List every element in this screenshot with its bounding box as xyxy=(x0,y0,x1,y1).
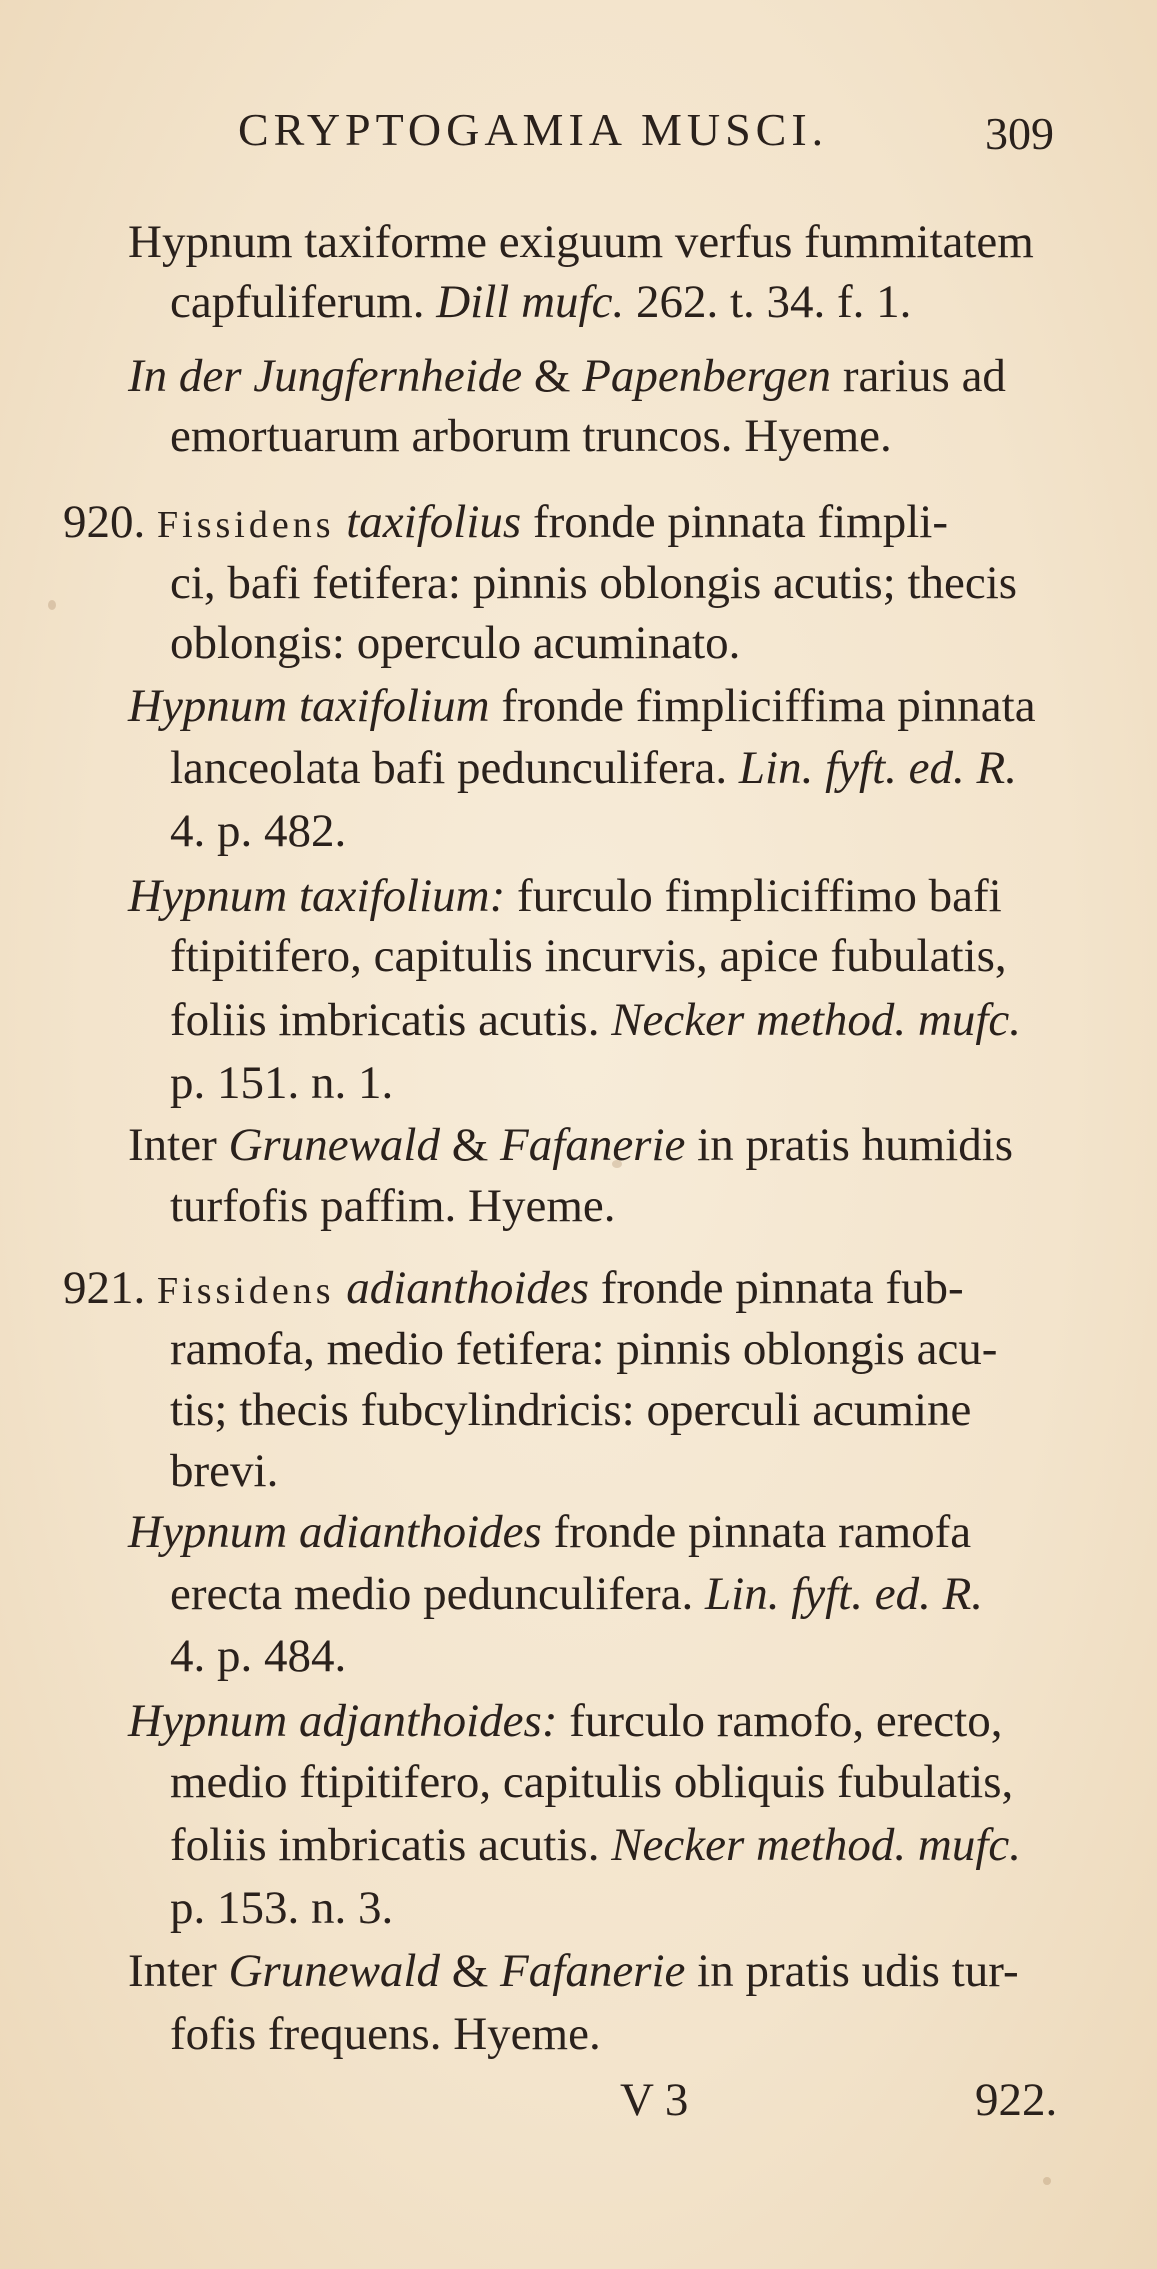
text-segment: furculo fimpliciffimo bafi xyxy=(505,870,1002,922)
text-segment: brevi. xyxy=(170,1445,279,1497)
text-segment: tis; thecis fubcylindricis: operculi acumine xyxy=(170,1384,972,1436)
text-line xyxy=(170,1878,393,1938)
text-line xyxy=(63,1258,964,1321)
text-segment: lanceolata bafi pedunculifera. xyxy=(170,742,739,794)
text-segment: in pratis humidis xyxy=(685,1119,1014,1171)
text-segment: fronde pinnata fub- xyxy=(589,1262,964,1314)
foxing-spot xyxy=(1043,2177,1051,2185)
text-segment: Hypnum adjanthoides: xyxy=(128,1695,558,1747)
text-line xyxy=(128,212,1034,272)
text-segment: medio ftipitifero, capitulis obliquis fubulatis, xyxy=(170,1756,1014,1808)
text-segment: Hypnum adianthoides xyxy=(128,1506,542,1558)
text-line xyxy=(170,1815,1021,1875)
text-segment: furculo ramofo, erecto, xyxy=(557,1695,1003,1747)
text-segment: & xyxy=(439,1945,501,1997)
text-line xyxy=(128,1502,971,1562)
text-line xyxy=(170,1053,393,1113)
text-segment: Inter xyxy=(128,1119,229,1171)
text-segment: 920. xyxy=(63,496,157,548)
text-line xyxy=(170,1626,346,1686)
text-segment: p. 151. n. 1. xyxy=(170,1057,394,1109)
text-line xyxy=(170,1319,997,1379)
text-line xyxy=(170,553,1017,613)
text-segment xyxy=(334,496,346,548)
text-segment: emortuarum arborum truncos. Hyeme. xyxy=(170,410,892,462)
text-segment: 921. xyxy=(63,1262,157,1314)
foxing-spot xyxy=(48,600,56,610)
text-line xyxy=(170,990,1021,1050)
text-segment: Inter xyxy=(128,1945,229,1997)
text-segment: turfofis paffim. Hyeme. xyxy=(170,1180,616,1232)
text-segment: fronde pinnata fimpli- xyxy=(521,496,948,548)
text-segment: taxifolius xyxy=(346,496,522,548)
text-segment: fronde fimpliciffima pinnata xyxy=(489,680,1036,732)
text-segment xyxy=(334,1262,346,1314)
text-line xyxy=(170,1752,1013,1812)
text-line xyxy=(170,2004,601,2064)
text-segment: Lin. fyft. ed. R. xyxy=(705,1568,984,1620)
foxing-spot xyxy=(612,1160,622,1168)
text-line xyxy=(170,613,740,673)
text-segment: Dill mufc. xyxy=(436,276,625,328)
text-segment: 4. p. 482. xyxy=(170,805,347,857)
text-segment: oblongis: operculo acuminato. xyxy=(170,617,741,669)
text-segment: fronde pinnata ramofa xyxy=(541,1506,972,1558)
text-segment: Fissidens xyxy=(157,1270,335,1312)
text-segment: Necker method. mufc. xyxy=(611,994,1022,1046)
text-line xyxy=(128,1115,1013,1175)
text-segment: Hypnum taxifolium xyxy=(128,680,490,732)
text-segment: foliis imbricatis acutis. xyxy=(170,1819,612,1871)
text-segment: ramofa, medio fetifera: pinnis oblongis acu- xyxy=(170,1323,998,1375)
text-segment: In der Jungfernheide xyxy=(128,350,523,402)
text-segment: Fissidens xyxy=(157,504,335,546)
text-segment: capfuliferum. xyxy=(170,276,437,328)
catchword: 922. xyxy=(975,2074,1058,2126)
signature-mark: V 3 xyxy=(620,2074,689,2126)
text-segment: ftipitifero, capitulis incurvis, apice fubulatis, xyxy=(170,930,1007,982)
text-line xyxy=(170,272,911,332)
text-segment: Grunewald xyxy=(228,1945,440,1997)
text-segment: 4. p. 484. xyxy=(170,1630,347,1682)
text-segment: & xyxy=(439,1119,501,1171)
text-line xyxy=(128,676,1036,736)
text-line xyxy=(128,346,1006,406)
text-line xyxy=(63,492,948,555)
text-line xyxy=(128,866,1002,926)
text-segment: fofis frequens. Hyeme. xyxy=(170,2008,601,2060)
text-line xyxy=(170,1176,616,1236)
text-segment: Grunewald xyxy=(228,1119,440,1171)
page-number: 309 xyxy=(985,108,1054,159)
text-line xyxy=(128,1941,1019,2001)
text-line xyxy=(170,1441,278,1501)
text-segment: & xyxy=(522,350,583,402)
text-segment: Fafanerie xyxy=(500,1945,686,1997)
text-line xyxy=(170,801,346,861)
text-segment: rarius ad xyxy=(831,350,1006,402)
text-line xyxy=(170,738,1017,798)
text-line xyxy=(170,406,892,466)
text-segment: adianthoides xyxy=(346,1262,590,1314)
text-segment: erecta medio pedunculifera. xyxy=(170,1568,705,1620)
text-segment: Lin. fyft. ed. R. xyxy=(738,742,1017,794)
text-segment: p. 153. n. 3. xyxy=(170,1882,394,1934)
text-segment: foliis imbricatis acutis. xyxy=(170,994,612,1046)
text-segment: 262. t. 34. f. 1. xyxy=(624,276,912,328)
text-line xyxy=(170,1380,971,1440)
text-segment: in pratis udis tur- xyxy=(685,1945,1019,1997)
text-line xyxy=(128,1691,1002,1751)
text-segment: ci, bafi fetifera: pinnis oblongis acutis; thecis xyxy=(170,557,1018,609)
text-segment: Hypnum taxiforme exiguum verfus fummitatem xyxy=(128,216,1034,268)
text-line xyxy=(170,1564,983,1624)
text-segment: Fafanerie xyxy=(500,1119,686,1171)
text-segment: Papenbergen xyxy=(582,350,832,402)
text-line xyxy=(170,926,1007,986)
text-segment: Necker method. mufc. xyxy=(611,1819,1022,1871)
running-title: CRYPTOGAMIA MUSCI. xyxy=(238,104,829,155)
text-segment: Hypnum taxifolium: xyxy=(128,870,506,922)
